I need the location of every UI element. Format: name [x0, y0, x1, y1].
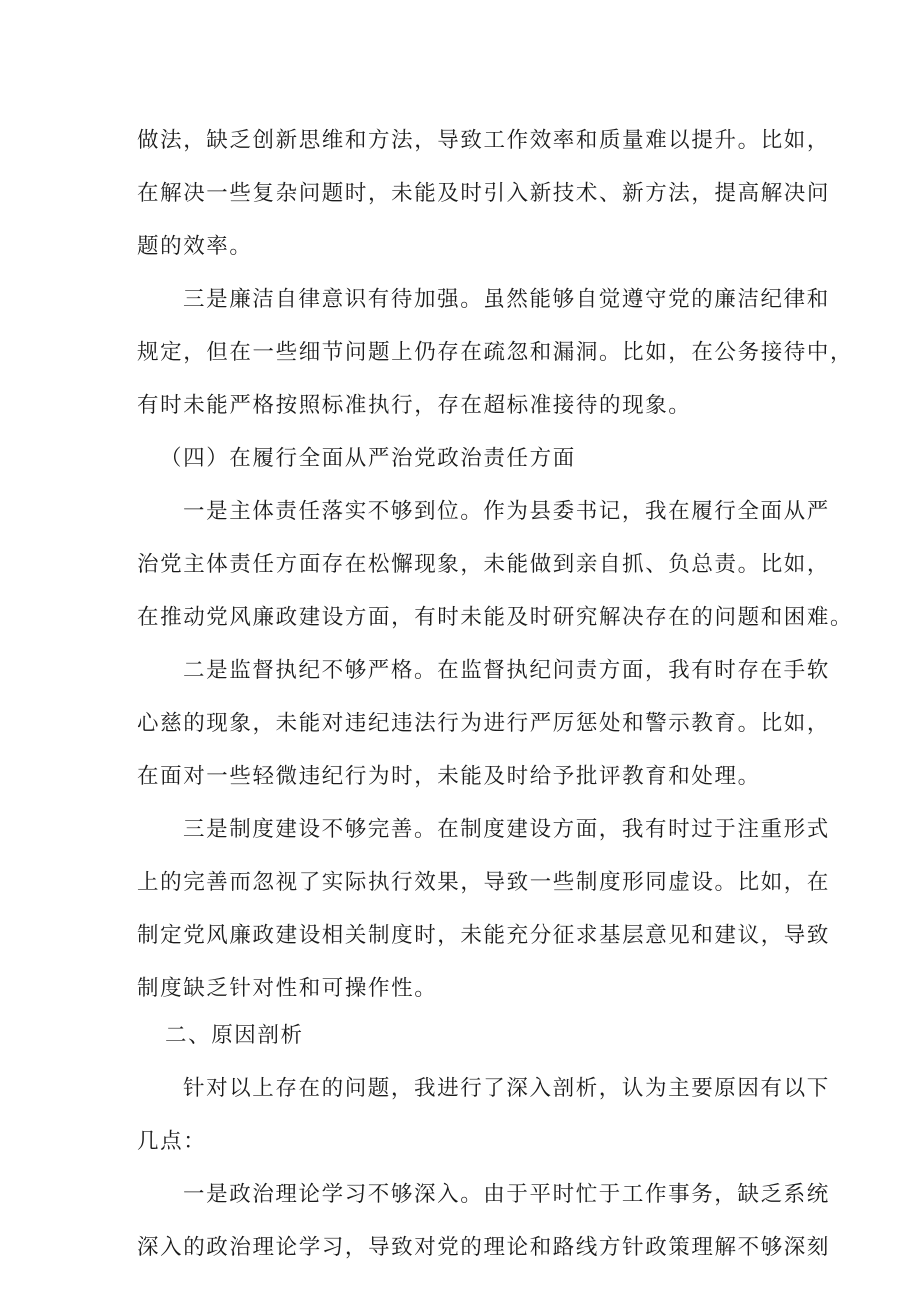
paragraph-line: 制度缺乏针对性和可操作性。 [137, 976, 438, 1001]
document-body [137, 122, 854, 1266]
section-heading: 二、原因剖析 [165, 1023, 304, 1048]
paragraph-line: 上的完善而忽视了实际执行效果，导致一些制度形同虚设。比如，在 [137, 870, 831, 895]
section-heading: （四）在履行全面从严治党政治责任方面 [160, 446, 576, 471]
paragraph-line: 心慈的现象，未能对违纪违法行为进行严厉惩处和警示教育。比如， [137, 711, 831, 736]
paragraph-line: 规定，但在一些细节问题上仍存在疏忽和漏洞。比如，在公务接待中， [137, 340, 854, 365]
paragraph-line: 在解决一些复杂问题时，未能及时引入新技术、新方法，提高解决问 [137, 181, 831, 206]
paragraph-line: 有时未能严格按照标准执行，存在超标准接待的现象。 [137, 393, 692, 418]
paragraph-line: 针对以上存在的问题，我进行了深入剖析，认为主要原因有以下 [183, 1076, 830, 1101]
paragraph-line: 做法，缺乏创新思维和方法，导致工作效率和质量难以提升。比如， [137, 128, 831, 153]
paragraph-line: 深入的政治理论学习，导致对党的理论和路线方针政策理解不够深刻 [137, 1235, 831, 1260]
paragraph-line: 几点： [137, 1129, 207, 1154]
paragraph-line: 三是制度建设不够完善。在制度建设方面，我有时过于注重形式 [183, 817, 830, 842]
paragraph-line: 三是廉洁自律意识有待加强。虽然能够自觉遵守党的廉洁纪律和 [183, 287, 830, 312]
paragraph-line: 在面对一些轻微违纪行为时，未能及时给予批评教育和处理。 [137, 764, 761, 789]
paragraph-line: 题的效率。 [137, 234, 253, 259]
paragraph-line: 治党主体责任方面存在松懈现象，未能做到亲自抓、负总责。比如， [137, 552, 831, 577]
paragraph-line: 在推动党风廉政建设方面，有时未能及时研究解决存在的问题和困难。 [137, 605, 854, 630]
paragraph-line: 制定党风廉政建设相关制度时，未能充分征求基层意见和建议，导致 [137, 923, 831, 948]
paragraph-line: 二是监督执纪不够严格。在监督执纪问责方面，我有时存在手软 [183, 658, 830, 683]
paragraph-line: 一是政治理论学习不够深入。由于平时忙于工作事务，缺乏系统 [183, 1182, 830, 1207]
paragraph-line: 一是主体责任落实不够到位。作为县委书记，我在履行全面从严 [183, 499, 830, 524]
